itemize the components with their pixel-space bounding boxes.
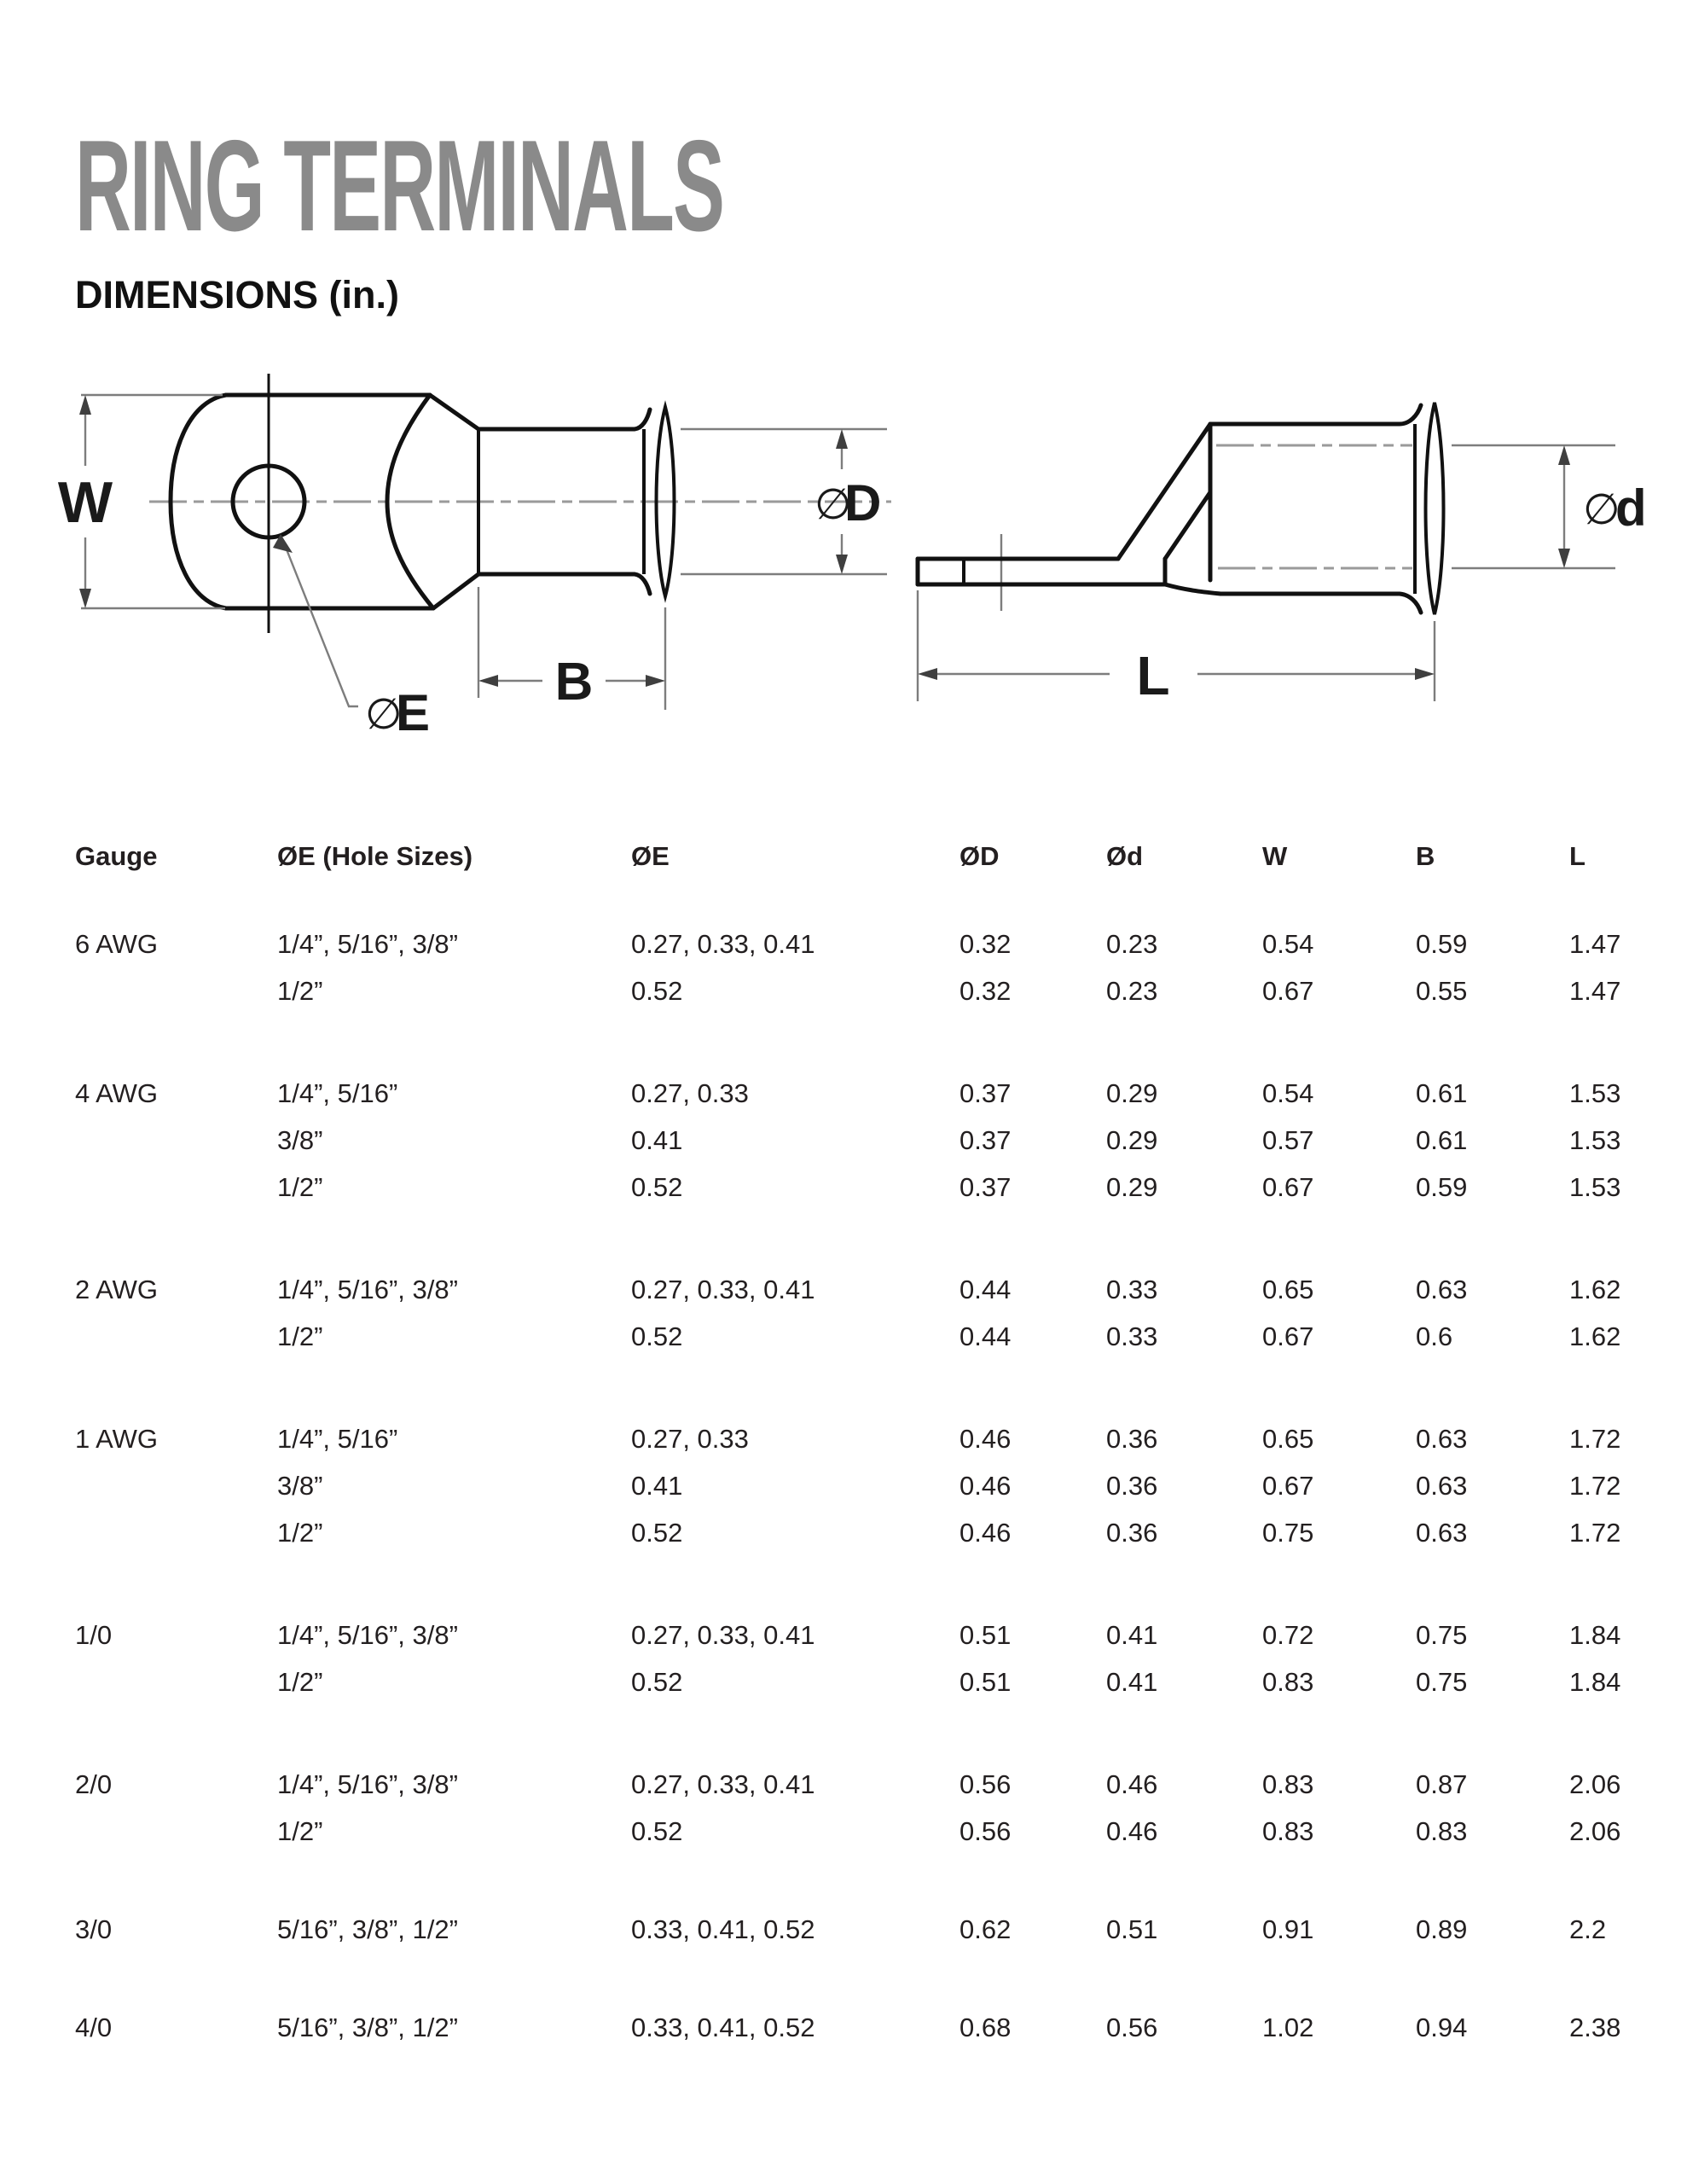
table-cell: 2/0: [75, 1769, 113, 1799]
table-cell: 0.44: [959, 1274, 1012, 1304]
table-cell: 1/2”: [277, 1666, 323, 1697]
table-cell: 1.72: [1569, 1470, 1621, 1501]
table-cell: 0.55: [1416, 975, 1468, 1006]
page-title: RING TERMINALS: [75, 113, 724, 258]
table-cell: 3/8”: [277, 1470, 323, 1501]
table-cell: 0.27, 0.33: [631, 1423, 749, 1454]
table-cell: 0.32: [959, 975, 1012, 1006]
table-cell: 0.61: [1416, 1077, 1468, 1108]
table-cell: 0.83: [1416, 1815, 1468, 1846]
diameter-symbol: ∅: [815, 480, 852, 528]
table-cell: 1/2”: [277, 1321, 323, 1351]
table-header-cell: Ød: [1106, 840, 1144, 871]
table-cell: 1.47: [1569, 928, 1621, 959]
dim-label-b: B: [554, 653, 594, 712]
table-cell: 0.27, 0.33, 0.41: [631, 928, 815, 959]
dimension-l: [918, 590, 1435, 706]
table-cell: 0.56: [959, 1815, 1012, 1846]
table-cell: 1/4”, 5/16”, 3/8”: [277, 1769, 458, 1799]
table-row: [75, 1906, 1663, 1953]
table-cell: 1.62: [1569, 1274, 1621, 1304]
dim-label-e: E: [396, 684, 431, 741]
table-cell: 1.84: [1569, 1666, 1621, 1697]
table-row: [75, 1509, 1663, 1556]
table-cell: 0.83: [1262, 1666, 1314, 1697]
table-cell: 1.62: [1569, 1321, 1621, 1351]
ring-terminal-top-view-diagram: [34, 367, 904, 751]
dimension-d-lower: [1452, 445, 1647, 568]
table-cell: 0.61: [1416, 1124, 1468, 1155]
table-cell: 0.51: [959, 1666, 1012, 1697]
table-cell: 5/16”, 3/8”, 1/2”: [277, 1914, 458, 1944]
table-cell: 0.29: [1106, 1124, 1158, 1155]
dim-label-w: W: [57, 470, 113, 535]
table-header-cell: W: [1262, 840, 1288, 871]
table-row: [75, 1462, 1663, 1509]
table-header-cell: L: [1569, 840, 1586, 871]
table-cell: 0.83: [1262, 1815, 1314, 1846]
table-cell: 0.46: [959, 1423, 1012, 1454]
table-row: [75, 1313, 1663, 1360]
table-cell: 1/4”, 5/16”: [277, 1077, 398, 1108]
table-cell: 0.52: [631, 975, 683, 1006]
table-cell: 2.06: [1569, 1815, 1621, 1846]
table-cell: 3/0: [75, 1914, 113, 1944]
table-cell: 0.29: [1106, 1171, 1158, 1202]
table-cell: 0.65: [1262, 1423, 1314, 1454]
table-cell: 2.38: [1569, 2012, 1621, 2042]
table-cell: 1/4”, 5/16”, 3/8”: [277, 1274, 458, 1304]
table-row: [75, 2004, 1663, 2051]
gauge-group: [75, 1906, 1663, 1953]
table-cell: 0.72: [1262, 1619, 1314, 1650]
table-cell: 0.87: [1416, 1769, 1468, 1799]
table-cell: 0.75: [1262, 1517, 1314, 1548]
table-cell: 1/4”, 5/16”, 3/8”: [277, 1619, 458, 1650]
table-cell: 0.54: [1262, 1077, 1314, 1108]
gauge-group: [75, 1612, 1663, 1705]
table-cell: 1.53: [1569, 1124, 1621, 1155]
dim-label-d-lower: d: [1615, 479, 1647, 537]
gauge-group: [75, 1070, 1663, 1211]
table-cell: 1/4”, 5/16”: [277, 1423, 398, 1454]
table-header-row: [75, 833, 1663, 880]
table-row: [75, 1266, 1663, 1313]
dim-label-d-upper: D: [844, 474, 882, 531]
table-cell: 1.47: [1569, 975, 1621, 1006]
table-cell: 1.02: [1262, 2012, 1314, 2042]
table-cell: 0.57: [1262, 1124, 1314, 1155]
ring-terminal-side-view-diagram: [901, 367, 1685, 751]
gauge-group: [75, 1761, 1663, 1855]
table-cell: 1/2”: [277, 1517, 323, 1548]
table-cell: 0.75: [1416, 1666, 1468, 1697]
gauge-group: [75, 2004, 1663, 2051]
table-row: [75, 1761, 1663, 1808]
table-cell: 0.37: [959, 1171, 1012, 1202]
table-cell: 0.52: [631, 1517, 683, 1548]
section-heading-dimensions: DIMENSIONS (in.): [75, 273, 399, 317]
table-cell: 0.67: [1262, 1470, 1314, 1501]
diameter-symbol: ∅: [365, 690, 403, 738]
table-cell: 0.63: [1416, 1470, 1468, 1501]
table-cell: 0.33, 0.41, 0.52: [631, 2012, 815, 2042]
table-cell: 1.53: [1569, 1171, 1621, 1202]
table-cell: 1/0: [75, 1619, 113, 1650]
table-cell: 0.27, 0.33, 0.41: [631, 1619, 815, 1650]
table-row: [75, 967, 1663, 1014]
table-cell: 3/8”: [277, 1124, 323, 1155]
table-cell: 0.41: [1106, 1619, 1158, 1650]
dim-label-l: L: [1136, 645, 1170, 706]
table-row: [75, 1612, 1663, 1658]
table-header-cell: ØD: [959, 840, 1000, 871]
table-header-cell: Gauge: [75, 840, 158, 871]
table-cell: 0.59: [1416, 928, 1468, 959]
dimensions-table: [75, 833, 1663, 2051]
table-cell: 2.2: [1569, 1914, 1607, 1944]
table-cell: 0.83: [1262, 1769, 1314, 1799]
table-cell: 0.46: [959, 1517, 1012, 1548]
table-cell: 0.32: [959, 928, 1012, 959]
dimension-b: [478, 587, 665, 712]
table-header-cell: B: [1416, 840, 1435, 871]
table-cell: 0.51: [1106, 1914, 1158, 1944]
table-row: [75, 921, 1663, 967]
terminal-outline: [918, 403, 1444, 614]
table-cell: 0.62: [959, 1914, 1012, 1944]
dimension-e-leader: [273, 534, 430, 741]
table-cell: 0.56: [959, 1769, 1012, 1799]
table-cell: 0.37: [959, 1077, 1012, 1108]
table-cell: 1.72: [1569, 1423, 1621, 1454]
table-cell: 0.23: [1106, 975, 1158, 1006]
table-cell: 0.89: [1416, 1914, 1468, 1944]
table-cell: 6 AWG: [75, 928, 159, 959]
table-cell: 0.65: [1262, 1274, 1314, 1304]
table-cell: 0.51: [959, 1619, 1012, 1650]
table-cell: 1 AWG: [75, 1423, 159, 1454]
table-cell: 0.37: [959, 1124, 1012, 1155]
table-cell: 0.36: [1106, 1517, 1158, 1548]
table-cell: 0.33: [1106, 1274, 1158, 1304]
table-cell: 0.52: [631, 1666, 683, 1697]
diameter-symbol: ∅: [1583, 485, 1620, 533]
table-cell: 0.41: [631, 1124, 683, 1155]
table-cell: 0.33: [1106, 1321, 1158, 1351]
table-cell: 0.44: [959, 1321, 1012, 1351]
table-cell: 0.27, 0.33: [631, 1077, 749, 1108]
table-row: [75, 1415, 1663, 1462]
table-cell: 0.52: [631, 1171, 683, 1202]
table-cell: 0.91: [1262, 1914, 1314, 1944]
table-cell: 4/0: [75, 2012, 113, 2042]
table-cell: 1/4”, 5/16”, 3/8”: [277, 928, 458, 959]
gauge-group: [75, 1415, 1663, 1556]
table-cell: 5/16”, 3/8”, 1/2”: [277, 2012, 458, 2042]
table-cell: 0.27, 0.33, 0.41: [631, 1274, 815, 1304]
table-cell: 0.27, 0.33, 0.41: [631, 1769, 815, 1799]
table-cell: 0.46: [959, 1470, 1012, 1501]
table-cell: 0.63: [1416, 1423, 1468, 1454]
gauge-group: [75, 921, 1663, 1014]
table-cell: 1.72: [1569, 1517, 1621, 1548]
table-cell: 0.46: [1106, 1769, 1158, 1799]
table-header-cell: ØE (Hole Sizes): [277, 840, 473, 871]
table-cell: 4 AWG: [75, 1077, 159, 1108]
table-cell: 1.84: [1569, 1619, 1621, 1650]
table-cell: 0.68: [959, 2012, 1012, 2042]
table-cell: 1.53: [1569, 1077, 1621, 1108]
table-cell: 2 AWG: [75, 1274, 159, 1304]
table-cell: 1/2”: [277, 975, 323, 1006]
table-cell: 0.56: [1106, 2012, 1158, 2042]
table-row: [75, 1070, 1663, 1117]
table-cell: 0.94: [1416, 2012, 1468, 2042]
table-row: [75, 1164, 1663, 1211]
table-cell: 0.29: [1106, 1077, 1158, 1108]
table-cell: 1/2”: [277, 1815, 323, 1846]
table-cell: 0.67: [1262, 1171, 1314, 1202]
table-cell: 0.67: [1262, 975, 1314, 1006]
table-cell: 0.36: [1106, 1423, 1158, 1454]
table-cell: 2.06: [1569, 1769, 1621, 1799]
table-cell: 0.46: [1106, 1815, 1158, 1846]
table-cell: 0.41: [631, 1470, 683, 1501]
table-cell: 0.63: [1416, 1274, 1468, 1304]
table-cell: 0.75: [1416, 1619, 1468, 1650]
table-cell: 0.52: [631, 1815, 683, 1846]
table-row: [75, 1658, 1663, 1705]
table-cell: 0.59: [1416, 1171, 1468, 1202]
table-cell: 0.36: [1106, 1470, 1158, 1501]
table-cell: 0.6: [1416, 1321, 1453, 1351]
gauge-group: [75, 1266, 1663, 1360]
table-cell: 1/2”: [277, 1171, 323, 1202]
table-cell: 0.33, 0.41, 0.52: [631, 1914, 815, 1944]
table-cell: 0.67: [1262, 1321, 1314, 1351]
table-cell: 0.63: [1416, 1517, 1468, 1548]
table-cell: 0.54: [1262, 928, 1314, 959]
table-cell: 0.23: [1106, 928, 1158, 959]
flare-lens: [1426, 403, 1444, 614]
table-row: [75, 1117, 1663, 1164]
table-cell: 0.52: [631, 1321, 683, 1351]
table-cell: 0.41: [1106, 1666, 1158, 1697]
table-row: [75, 1808, 1663, 1855]
table-header-cell: ØE: [631, 840, 670, 871]
